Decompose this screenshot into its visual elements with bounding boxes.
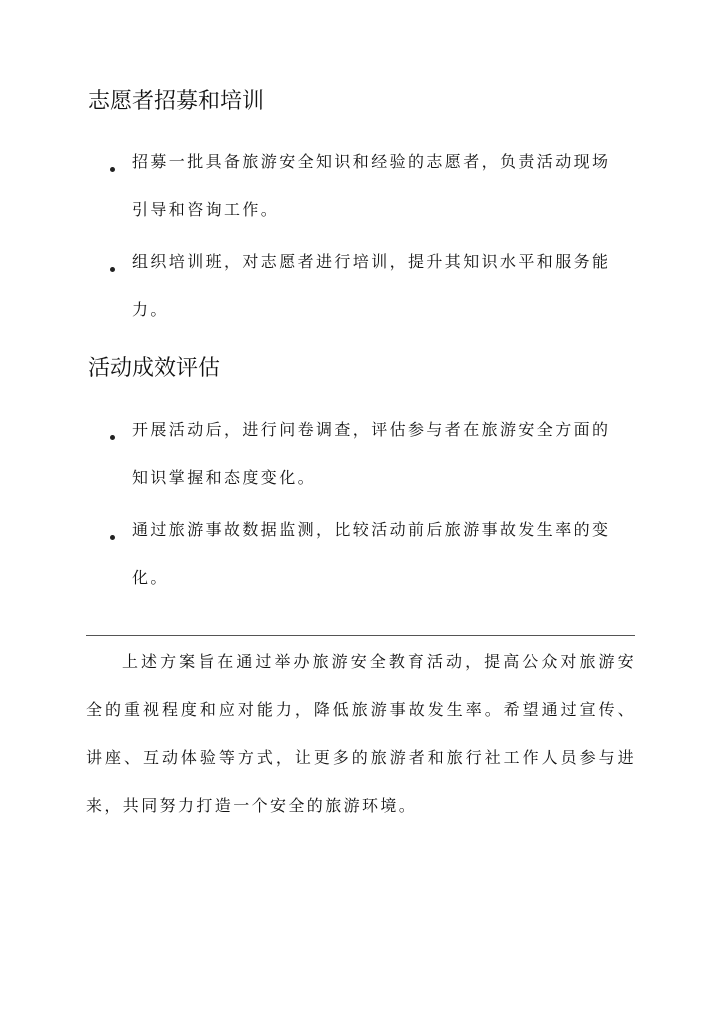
list-item-text: 组织培训班，对志愿者进行培训，提升其知识水平和服务能力。: [132, 252, 611, 319]
conclusion-paragraph: 上述方案旨在通过举办旅游安全教育活动，提高公众对旅游安全的重视程度和应对能力，降低旅游事故发生率。希望通过宣传、讲座、互动体验等方式，让更多的旅游者和旅行社工作人员参与进来，共同努力打造一个安全的旅游环境。: [86, 652, 636, 815]
section-title-effect-evaluation: 活动成效评估: [88, 356, 221, 381]
list-item-text: 开展活动后，进行问卷调查，评估参与者在旅游安全方面的知识掌握和态度变化。: [132, 420, 611, 487]
section-title-volunteer-recruitment: 志愿者招募和培训: [88, 89, 265, 114]
horizontal-divider: [86, 635, 635, 636]
bullet-icon: [110, 535, 115, 540]
list-item-text: 招募一批具备旅游安全知识和经验的志愿者，负责活动现场引导和咨询工作。: [132, 152, 611, 219]
bullet-icon: [110, 435, 115, 440]
bullet-icon: [110, 167, 115, 172]
list-item-text: 通过旅游事故数据监测，比较活动前后旅游事故发生率的变化。: [132, 520, 611, 587]
bullet-icon: [110, 267, 115, 272]
